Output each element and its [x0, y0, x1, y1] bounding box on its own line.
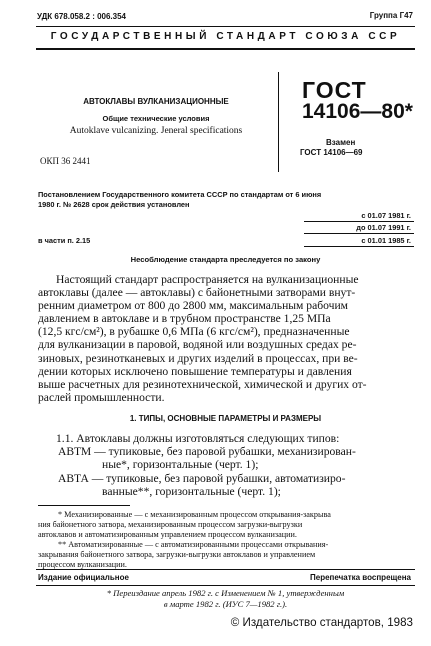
- title-ru: АВТОКЛАВЫ ВУЛКАНИЗАЦИОННЫЕ: [83, 97, 229, 106]
- replaces-label: Взамен: [326, 138, 356, 147]
- date-rule-3: [304, 246, 414, 247]
- reprint-prohibited: Перепечатка воспрещена: [310, 573, 411, 582]
- footnote-line: процессом вулканизации.: [38, 560, 127, 569]
- date-rule-2: [304, 233, 414, 234]
- date-until: до 01.07 1991 г.: [356, 223, 411, 232]
- top-rule: [36, 26, 415, 27]
- footnote-line: * Механизированные — с механизированным процессом открывания-закрыва: [58, 510, 331, 519]
- title-en: Autoklave vulcanizing. Jeneral specifications: [69, 126, 243, 136]
- date-rule-1: [304, 221, 414, 222]
- group-code: Группа Г47: [369, 11, 413, 20]
- intro-line: Настоящий стандарт распространяется на вулканизационные: [56, 273, 359, 286]
- intro-line: давлением в автоклаве и в трубном пространстве 1,25 МПа: [38, 312, 331, 326]
- section-line: 1.1. Автоклавы должны изготовляться следующих типов:: [56, 432, 340, 445]
- banner-rule: [36, 48, 415, 50]
- intro-line: выше расчетных для резинотехнической, химической и других от-: [38, 377, 367, 391]
- footer-rule-top: [36, 569, 415, 570]
- section-heading: 1. ТИПЫ, ОСНОВНЫЕ ПАРАМЕТРЫ И РАЗМЕРЫ: [129, 414, 322, 423]
- section-line: АВТА — тупиковые, без паровой рубашки, автоматизиро-: [58, 471, 346, 485]
- intro-paragraph: [38, 273, 418, 404]
- intro-line: (12,5 кгс/см²), в рубашке 0,6 МПа (6 кгс/см²), предназначенные: [38, 325, 350, 339]
- reissue-line-2: в марте 1982 г. (ИУС 7—1982 г.).: [163, 599, 288, 609]
- decree-text: [38, 190, 418, 210]
- part-label: в части п. 2.15: [38, 236, 91, 245]
- violation-note: Несоблюдение стандарта преследуется по закону: [130, 255, 321, 264]
- gost-number: 14106—80*: [302, 100, 413, 123]
- subtitle-ru: Общие технические условия: [102, 114, 210, 123]
- title-divider: [278, 72, 279, 172]
- okp-code: ОКП 36 2441: [40, 156, 91, 166]
- footnote-line: ния байонетного затвора, механизированным процессом загрузки-выгрузки: [38, 520, 303, 529]
- decree-line-2: 1980 г. № 2628 срок действия установлен: [38, 200, 190, 209]
- section-line: АВТМ — тупиковые, без паровой рубашки, механизирован-: [58, 445, 356, 459]
- replaces-value: ГОСТ 14106—69: [300, 148, 363, 157]
- footnotes: [38, 510, 416, 570]
- official-edition: Издание официальное: [38, 573, 129, 582]
- intro-line: ренним диаметром от 800 до 2800 мм, максимальным рабочим: [38, 299, 349, 313]
- date-from: с 01.07 1981 г.: [361, 211, 411, 220]
- copyright: © Издательство стандартов, 1983: [230, 616, 413, 629]
- date-part: с 01.01 1985 г.: [361, 236, 411, 245]
- section-line: ванные**, горизонтальные (черт. 1);: [102, 484, 281, 498]
- standard-banner: ГОСУДАРСТВЕННЫЙ СТАНДАРТ СОЮЗА ССР: [50, 31, 401, 42]
- intro-line: автоклавы (далее — автоклавы) с байонетными затворами внут-: [38, 286, 356, 300]
- reissue-line-1: * Переиздание апрель 1982 г. с Изменением № 1, утвержденным: [106, 588, 345, 598]
- footnote-rule: [38, 505, 130, 506]
- intro-line: раслей промышленности.: [38, 390, 165, 404]
- section-body: [38, 432, 418, 498]
- reissue-note: [36, 588, 415, 610]
- udk-code: УДК 678.058.2 : 006.354: [37, 12, 126, 21]
- decree-line-1: Постановлением Государственного комитета СССР по стандартам от 6 июня: [38, 190, 322, 199]
- intro-line: зиновых, резинотканевых и других изделий в процессах, при ве-: [38, 351, 358, 365]
- footnote-line: закрывания байонетного затвора, загрузки-выгрузки автоклавов и управлением: [38, 550, 316, 559]
- intro-line: для вулканизации в паровой, водяной или воздушных средах ре-: [38, 338, 357, 352]
- section-line: ные*, горизонтальные (черт. 1);: [102, 458, 259, 472]
- footer-rule-bottom: [36, 585, 415, 586]
- intro-line: дении которых исключено повышение температуры и давления: [38, 364, 352, 378]
- footnote-line: автоклавов и автоматизированным управлением процессом вулканизации.: [38, 530, 297, 539]
- gost-label: ГОСТ: [302, 77, 367, 103]
- footnote-line: ** Автоматизированные — с автоматизированными процессами открывания-: [58, 540, 329, 549]
